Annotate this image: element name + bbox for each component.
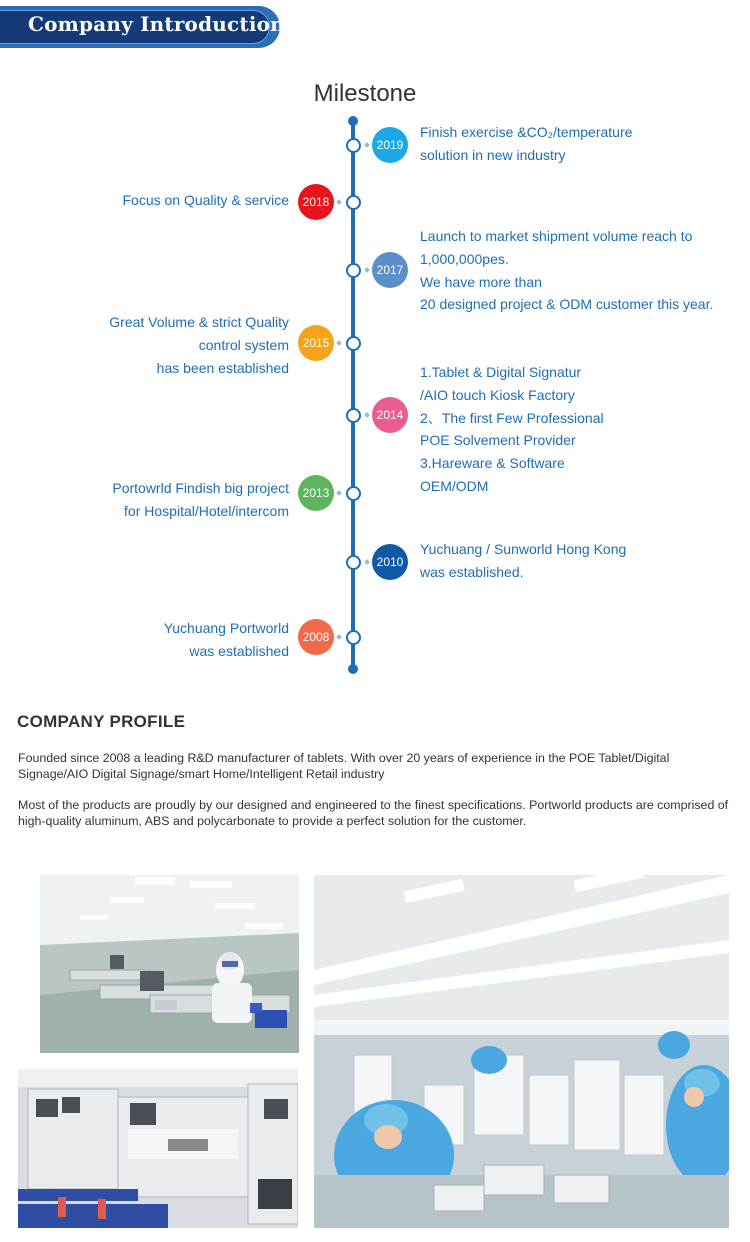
milestone-line: Yuchuang / Sunworld Hong Kong <box>420 541 627 557</box>
milestone-title: Milestone <box>313 80 417 107</box>
section-banner <box>0 6 285 50</box>
timeline-node <box>346 195 361 210</box>
timeline-connector <box>336 634 342 640</box>
milestone-text-2018 <box>122 189 289 212</box>
company-profile-title: COMPANY PROFILE <box>17 712 186 731</box>
milestone-line: control system <box>198 336 289 353</box>
milestone-line: Great Volume & strict Quality <box>109 314 289 330</box>
timeline-connector <box>336 199 342 205</box>
milestone-line: 1.Tablet & Digital Signatur <box>420 364 582 380</box>
timeline-node <box>346 336 361 351</box>
milestone-line: Focus on Quality & service <box>122 192 289 208</box>
smt-machine-photo <box>18 1069 298 1228</box>
milestone-line: Yuchuang Portworld <box>163 620 289 636</box>
year-badge-2018: 2018 <box>298 184 334 220</box>
year-badge-2017: 2017 <box>372 252 408 288</box>
milestone-line: Launch to market shipment volume reach to <box>420 228 693 244</box>
milestone-text-2019 <box>420 121 632 167</box>
milestone-text-2017 <box>420 225 713 316</box>
timeline-connector <box>364 559 370 565</box>
milestone-text-2014 <box>420 361 604 498</box>
milestone-line: 20 designed project & ODM customer this year. <box>420 296 714 313</box>
timeline-connector <box>336 490 342 496</box>
timeline-node <box>346 555 361 570</box>
profile-paragraph-1: Founded since 2008 a leading R&D manufacturer of tablets. With over 20 years of experience in the POE Tablet/Digital Signage/AIO Digital Signage/smart Home/Intelligent Retail industry <box>18 751 670 781</box>
milestone-line: /AIO touch Kiosk Factory <box>420 386 575 403</box>
year-badge-2013: 2013 <box>298 475 334 511</box>
timeline-start-dot <box>348 116 358 126</box>
timeline-connector <box>364 412 370 418</box>
year-badge-2010: 2010 <box>372 544 408 580</box>
milestone-line: We have more than <box>420 273 542 290</box>
milestone-line: was established. <box>420 563 524 580</box>
milestone-line: POE Solvement Provider <box>420 432 576 449</box>
milestone-line: 1,000,000pes. <box>420 250 509 267</box>
profile-paragraph-2: Most of the products are proudly by our designed and engineered to the finest specifications. Portworld products are comprised of high-quality aluminum, ABS and polycarbonate to provide a perfect solution for the customer. <box>18 798 729 828</box>
timeline-node <box>346 263 361 278</box>
timeline-node <box>346 408 361 423</box>
milestone-text-2008 <box>164 617 289 663</box>
timeline-connector <box>364 267 370 273</box>
milestone-line: was established <box>189 642 289 659</box>
milestone-text-2015 <box>109 311 289 379</box>
timeline-node <box>346 630 361 645</box>
timeline-end-dot <box>348 664 358 674</box>
milestone-line: for Hospital/Hotel/intercom <box>124 502 289 519</box>
year-badge-2014: 2014 <box>372 397 408 433</box>
year-badge-2015: 2015 <box>298 325 334 361</box>
timeline-connector <box>336 340 342 346</box>
milestone-line: 3.Hareware & Software <box>420 455 565 472</box>
timeline-node <box>346 138 361 153</box>
year-badge-2008: 2008 <box>298 619 334 655</box>
year-badge-2019: 2019 <box>372 127 408 163</box>
banner-title: Company Introduction <box>28 12 285 36</box>
milestone-line: Portowrld Findish big project <box>112 480 289 496</box>
milestone-line: Finish exercise &CO₂/temperature <box>420 124 633 140</box>
assembly-line-photo <box>314 875 729 1228</box>
milestone-line: has been established <box>156 359 289 376</box>
milestone-line: solution in new industry <box>420 146 566 163</box>
milestone-line: OEM/ODM <box>420 477 489 494</box>
timeline-node <box>346 486 361 501</box>
clean-room-photo <box>40 875 299 1053</box>
milestone-text-2013 <box>112 477 289 523</box>
timeline-connector <box>364 142 370 148</box>
milestone-text-2010 <box>420 538 626 584</box>
milestone-line: 2、The first Few Professional <box>420 409 604 426</box>
